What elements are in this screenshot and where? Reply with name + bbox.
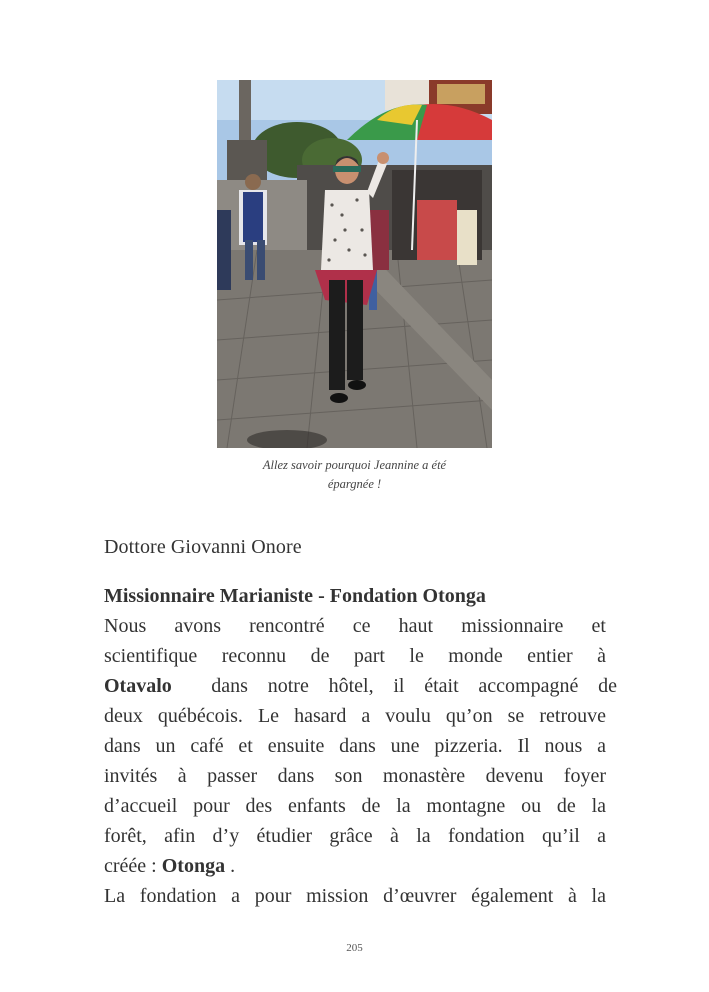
article-body [104,581,617,911]
text-line [104,851,606,881]
text-line: dans un café et ensuite dans une pizzeria. Il nous a [104,735,606,757]
text-line: d’accueil pour des enfants de la montagne ou de la [104,795,606,817]
place-name: Otavalo [104,675,172,697]
text-line: Nous avons rencontré ce haut missionnaire et [104,615,606,637]
page-number: 205 [346,942,363,954]
paragraph [104,611,617,911]
text-line: forêt, afin d’y étudier grâce à la fondation qu’il a [104,825,606,847]
foundation-name: Otonga [161,855,226,877]
author-name: Dottore Giovanni Onore [104,536,302,558]
text-line: invités à passer dans son monastère devenu foyer [104,765,606,787]
caption-line-2: épargnée ! [327,477,382,491]
photo-caption [217,456,492,494]
text-fragment: . [225,855,236,877]
text-line: scientifique reconnu de part le monde entier à [104,645,606,667]
street-scene-illustration [217,80,492,448]
text-line: deux québécois. Le hasard a voulu qu’on se retrouve [104,705,606,727]
text-fragment: créée : [104,855,162,877]
text-line: La fondation a pour mission d’œuvrer également à la [104,885,606,907]
text-fragment: dans notre hôtel, il était accompagné de [171,675,617,697]
text-line [104,671,617,701]
photo-woman-waving [217,80,492,448]
caption-line-1: Allez savoir pourquoi Jeannine a été [262,458,447,472]
section-title: Missionnaire Marianiste - Fondation Otonga [104,585,486,607]
